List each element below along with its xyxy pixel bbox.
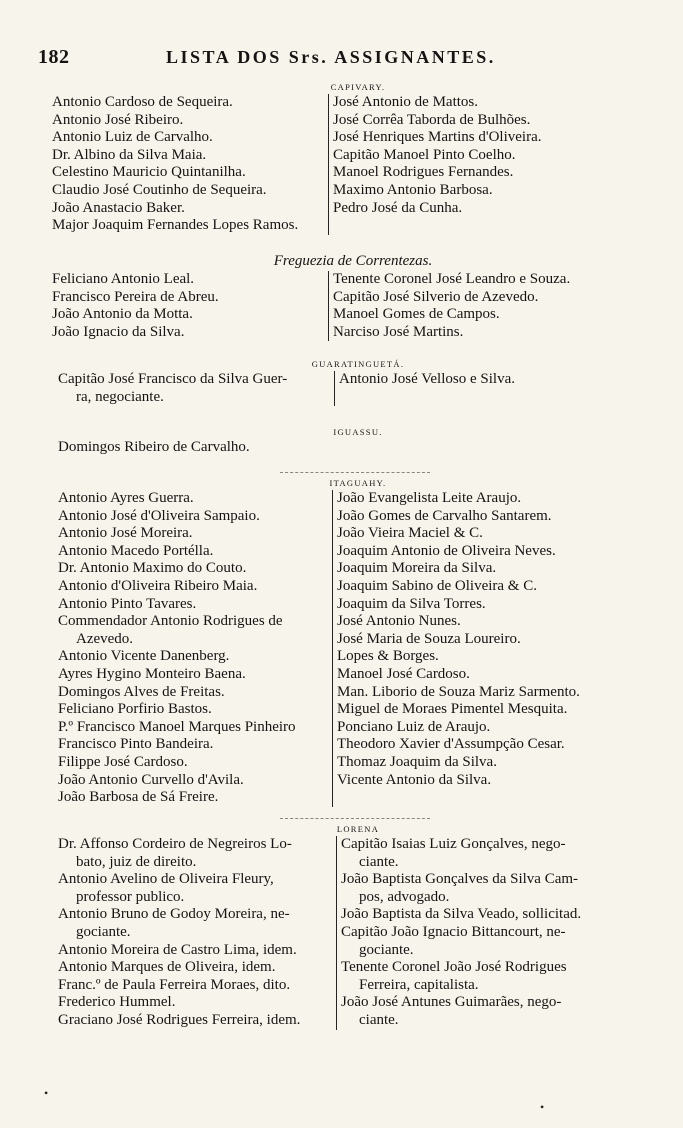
subscriber-entry: João Gomes de Carvalho Santarem.	[337, 507, 552, 524]
subscriber-entry: Antonio Moreira de Castro Lima, idem.	[58, 941, 297, 958]
ink-speck: •	[540, 1100, 545, 1114]
entry-line: Tenente Coronel João José Rodrigues	[341, 959, 567, 976]
subscriber-entry: João Anastacio Baker.	[52, 199, 185, 216]
right-column	[334, 371, 618, 406]
entry-continuation: Ferreira, capitalista.	[359, 976, 479, 993]
subscriber-entry: Manoel Gomes de Campos.	[333, 306, 500, 323]
subscriber-entry: João Ignacio da Silva.	[52, 323, 185, 340]
subscriber-entry: João Baptista da Silva Veado, sollicitad.	[341, 906, 582, 923]
subscriber-entry: Antonio Vicente Danenberg.	[58, 648, 230, 665]
subscriber-entry: Francisco Pinto Bandeira.	[58, 736, 214, 753]
subscriber-entry: José Antonio Nunes.	[337, 613, 461, 630]
subscriber-entry: Dr. Albino da Silva Maia.	[52, 146, 207, 163]
section-title: LORENA	[336, 824, 380, 834]
subscriber-entry: João Antonio Curvello d'Avila.	[58, 771, 244, 788]
subscriber-entry: João Evangelista Leite Araujo.	[337, 490, 522, 506]
entry-line: João José Antunes Guimarães, nego-	[341, 994, 562, 1011]
subscriber-entry	[58, 871, 332, 906]
subscriber-entry: Domingos Ribeiro de Carvalho.	[58, 439, 250, 455]
section-guaratingueta	[52, 357, 624, 406]
subscriber-entry: Joaquim Antonio de Oliveira Neves.	[337, 542, 556, 559]
section-title: IGUASSU.	[333, 427, 383, 437]
right-column	[328, 94, 618, 235]
section-iguassu	[52, 425, 624, 457]
section-title: Freguezia de Correntezas.	[273, 253, 433, 269]
subscriber-entry	[341, 924, 624, 959]
section-capivary	[52, 80, 624, 235]
subscriber-entry: Antonio Luiz de Carvalho.	[52, 129, 213, 146]
entry-continuation: ciante.	[359, 1011, 399, 1028]
entry-continuation: gociante.	[76, 923, 131, 940]
subscriber-entry: Claudio José Coutinho de Sequeira.	[52, 181, 267, 198]
subscriber-entry: Graciano José Rodrigues Ferreira, idem.	[58, 1011, 301, 1028]
subscriber-entry: Tenente Coronel José Leandro e Souza.	[333, 271, 571, 287]
subscriber-entry	[341, 959, 624, 994]
section-divider	[280, 472, 430, 473]
subscriber-entry: Frederico Hummel.	[58, 994, 176, 1011]
subscriber-entry: Antonio Macedo Portélla.	[58, 542, 214, 559]
subscriber-entry: João Antonio da Motta.	[52, 306, 193, 323]
section-lorena	[52, 822, 624, 1030]
entry-continuation: bato, juiz de direito.	[76, 853, 197, 870]
entry-line: João Baptista Gonçalves da Silva Cam-	[341, 871, 579, 888]
entry-continuation: gociante.	[359, 941, 414, 958]
left-column	[52, 271, 328, 341]
subscriber-entry: Antonio Cardoso de Sequeira.	[52, 94, 233, 110]
left-column	[52, 94, 328, 235]
subscriber-entry: Feliciano Porfirio Bastos.	[58, 701, 212, 718]
ink-speck: •	[44, 1086, 49, 1100]
subscriber-entry	[341, 836, 624, 871]
subscriber-entry	[341, 994, 624, 1029]
subscriber-entry: José Antonio de Mattos.	[333, 94, 478, 110]
section-title: GUARATINGUETÁ.	[311, 359, 405, 369]
subscriber-entry: João Barbosa de Sá Freire.	[58, 789, 219, 806]
single-column	[58, 439, 618, 457]
entry-line: Capitão José Francisco da Silva Guer-	[58, 371, 288, 387]
subscriber-entry: Feliciano Antonio Leal.	[52, 271, 195, 287]
subscriber-entry: Man. Liborio de Souza Mariz Sarmento.	[337, 683, 580, 700]
subscriber-entry: Joaquim Moreira da Silva.	[337, 560, 497, 577]
subscriber-entry: Antonio José Ribeiro.	[52, 111, 184, 128]
subscriber-entry: Antonio Ayres Guerra.	[58, 490, 194, 506]
subscriber-entry: Francisco Pereira de Abreu.	[52, 288, 219, 305]
subscriber-entry: Maximo Antonio Barbosa.	[333, 181, 493, 198]
subscriber-entry	[58, 906, 332, 941]
subscriber-entry: Antonio d'Oliveira Ribeiro Maia.	[58, 577, 258, 594]
subscriber-entry: Antonio José d'Oliveira Sampaio.	[58, 507, 260, 524]
subscriber-entry: Lopes & Borges.	[337, 648, 439, 665]
subscriber-entry: P.º Francisco Manoel Marques Pinheiro	[58, 718, 296, 735]
subscriber-entry: Antonio José Velloso e Silva.	[339, 371, 515, 387]
subscriber-entry: Theodoro Xavier d'Assumpção Cesar.	[337, 736, 565, 753]
right-column	[336, 836, 624, 1030]
section-title: ITAGUAHY.	[329, 478, 387, 488]
entry-continuation: pos, advogado.	[359, 888, 450, 905]
entry-line: Commendador Antonio Rodrigues de	[58, 613, 283, 630]
running-title: LISTA DOS Srs. ASSIGNANTES.	[166, 47, 496, 67]
left-column	[58, 490, 332, 807]
subscriber-entry: Pedro José da Cunha.	[333, 199, 463, 216]
subscriber-entry: Joaquim da Silva Torres.	[337, 595, 486, 612]
entry-continuation: Azevedo.	[76, 630, 134, 647]
subscriber-entry: Manoel Rodrigues Fernandes.	[333, 164, 514, 181]
right-column	[328, 271, 618, 341]
left-column	[58, 836, 336, 1030]
entry-line: Antonio Avelino de Oliveira Fleury,	[58, 871, 274, 888]
subscriber-entry: Miguel de Moraes Pimentel Mesquita.	[337, 701, 568, 718]
subscriber-entry: João Vieira Maciel & C.	[337, 525, 483, 542]
subscriber-entry: José Henriques Martins d'Oliveira.	[333, 129, 542, 146]
subscriber-entry	[58, 836, 332, 871]
subscriber-entry: Antonio José Moreira.	[58, 525, 193, 542]
page-number: 182	[38, 46, 70, 68]
subscriber-entry: Joaquim Sabino de Oliveira & C.	[337, 577, 537, 594]
entry-line: Capitão Isaias Luiz Gonçalves, nego-	[341, 836, 566, 852]
entry-line: Antonio Bruno de Godoy Moreira, ne-	[58, 906, 290, 923]
subscriber-entry: Ponciano Luiz de Araujo.	[337, 718, 491, 735]
subscriber-entry: Ayres Hygino Monteiro Baena.	[58, 665, 246, 682]
entry-continuation: ciante.	[359, 853, 399, 870]
subscriber-entry: Franc.º de Paula Ferreira Moraes, dito.	[58, 976, 291, 993]
section-itaguahy	[52, 476, 624, 807]
subscriber-entry: José Corrêa Taborda de Bulhões.	[333, 111, 531, 128]
subscriber-entry: Antonio Marques de Oliveira, idem.	[58, 959, 276, 976]
subscriber-entry: Celestino Mauricio Quintanilha.	[52, 164, 246, 181]
subscriber-entry	[58, 371, 330, 406]
subscriber-entry: Major Joaquim Fernandes Lopes Ramos.	[52, 217, 299, 234]
right-column	[332, 490, 624, 807]
subscriber-entry: Antonio Pinto Tavares.	[58, 595, 197, 612]
subscriber-entry: Vicente Antonio da Silva.	[337, 771, 492, 788]
page-header	[38, 46, 648, 70]
left-column	[58, 371, 334, 406]
subscriber-entry: Thomaz Joaquim da Silva.	[337, 753, 497, 770]
subscriber-entry: Capitão José Silverio de Azevedo.	[333, 288, 539, 305]
subscriber-entry	[341, 871, 624, 906]
subscriber-entry: Narciso José Martins.	[333, 323, 464, 340]
entry-continuation: professor publico.	[76, 888, 185, 905]
subscriber-entry: Dr. Antonio Maximo do Couto.	[58, 560, 247, 577]
subscriber-entry: Filippe José Cardoso.	[58, 753, 188, 770]
entry-line: Dr. Affonso Cordeiro de Negreiros Lo-	[58, 836, 292, 852]
section-title: CAPIVARY.	[330, 82, 386, 92]
subscriber-entry: Domingos Alves de Freitas.	[58, 683, 225, 700]
entry-line: Capitão João Ignacio Bittancourt, ne-	[341, 923, 566, 940]
subscriber-entry: Capitão Manoel Pinto Coelho.	[333, 146, 516, 163]
subscriber-entry	[58, 613, 328, 648]
subscriber-entry: José Maria de Souza Loureiro.	[337, 630, 521, 647]
section-correntezas	[52, 251, 624, 341]
section-divider	[280, 818, 430, 819]
entry-continuation: ra, negociante.	[76, 388, 164, 405]
subscriber-entry: Manoel José Cardoso.	[337, 665, 470, 682]
